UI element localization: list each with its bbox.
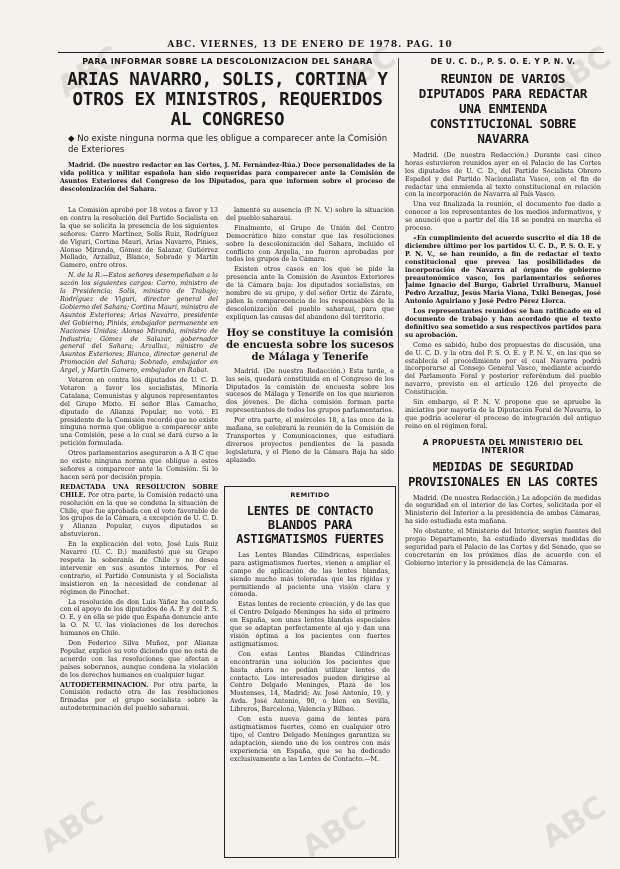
right-kicker-2: A PROPUESTA DEL MINISTERIO DEL INTERIOR <box>422 437 584 455</box>
article-paragraph: lamentó su ausencia (P. N. V.) sobre la situación del pueblo saharaui. <box>226 207 394 222</box>
article-paragraph: Por otra parte, la Comisión redactó una resolución en la que se condena la situación de Chile, que fue aprobada con el voto favorable de los grupos de la Cámara, a excepción de U. C. D. y Alianza Popular, cuyos diputados se abstuvieron. <box>60 490 218 539</box>
article-paragraph: Finalmente, el Grupo de Unión del Centro Democrático hizo constar que las resoluciones sobre la descolonización del Sahara, incluido el conflicto con Argelia, no fueron aprobadas por todos los grupos de la Cámara. <box>226 223 394 264</box>
right-headline-2: MEDIDAS DE SEGURIDAD PROVISIONALES EN LAS CORTES <box>408 459 598 489</box>
right-headline: REUNION DE VARIOS DIPUTADOS PARA REDACTAR UNA ENMIENDA CONSTITUCIONAL SOBRE NAVARRA <box>418 70 588 146</box>
section-label: AUTODETERMINACION. <box>60 680 149 689</box>
article-paragraph: Otros parlamentarios aseguraron a A B C que no existe ninguna norma que obligue a estos señores a comparecer ante la Comisión. Si lo hacen será por decisión propia. <box>60 449 218 481</box>
watermark-abc: ABC <box>325 39 403 106</box>
article-paragraph: N. de la R.—Estos señores desempeñaban a la sazón los siguientes cargos: Carro, ministro de la Presidencia; Solís, ministro de Trabajo; Rodríguez de Viguri, director general del Gobierno del Sahara; Cortina Mauri, ministro de Asuntos Exteriores; Arias Navarro, presidente del Gobierno; Piniés, embajador permanente en Naciones Unidas; Alonso Miranda, ministro de Industria; Gómez de Salazar, gobernador general del Sahara; Arzalluz, ministro de Asuntos Exteriores; Blanco, director general de Promoción del Sahara; Sobrado, embajador en Argel, y Martín Gamero, embajador en Rabat. <box>60 271 218 375</box>
article-paragraph: Las Lentes Blandas Cilíndricas, especiales para astigmatismos fuertes, vienen a ampliar el campo de aplicación de las lentes blandas, siendo mucho más toleradas que las rígidas y permitiendo al paciente una visión clara y cómoda. <box>230 550 390 599</box>
bullet-icon: ◆ <box>68 133 78 144</box>
watermark-abc: ABC <box>540 39 618 106</box>
article-paragraph: Madrid. (De nuestra Redacción.) Esta tarde, a las seis, quedará constituida en el Congreso de los Diputados la comisión de encuesta sobre los sucesos de Málaga y Tenerife en los que murieron dos jóvenes. De dicha comisión forman parte representantes de todos los grupos parlamentarios. <box>226 366 394 415</box>
middle-headline: Hoy se constituye la comisión de encuesta sobre los sucesos de Málaga y Tenerife <box>226 327 394 363</box>
right-kicker: DE U. C. D., P. S. O. E. Y P. N. V. <box>430 58 576 66</box>
left-headline-block <box>60 58 395 196</box>
article-paragraph: «En cumplimiento del acuerdo suscrito el día 18 de diciembre último por los partidos U. C. D., P. S. O. E. y P. N. V., se han reunido, a fin de redactar el texto constitucional que prevea las posibilidades de incorporación de Navarra al órgano de gobierno preautonómico vasco, los parlamentarios señores Jaime Ignacio del Burgo, Gabriel Urralburu, Manuel Pedro Arzalluz, Jesús María Viana, Txiki Benegas, José Antonio Aguiriano y José Pedro Pérez Llorca. <box>405 233 601 306</box>
article-paragraph: Los representantes reunidos se han ratificado en el documento de trabajo y han acordado que el texto definitivo sea sometido a sus respectivos partidos para su aprobación. <box>405 307 601 339</box>
left-column <box>60 207 218 857</box>
left-kicker: PARA INFORMAR SOBRE LA DESCOLONIZACION DEL SAHARA <box>82 58 373 66</box>
watermark-abc: ABC <box>50 39 128 106</box>
article-paragraph: Sin embargo, el P. N. V. propone que se apruebe la iniciativa por mayoría de la Diputación Foral de Navarra, lo que podría acelerar el proceso de integración del antiguo reino en el régimen foral. <box>405 398 601 430</box>
header-rule <box>58 52 604 53</box>
advert-content <box>230 492 390 852</box>
left-intro: Madrid. (De nuestro redactor en las Cortes, J. M. Fernández-Rúa.) Doce personalidades de la vida política y militar española han sido requeridas para comparecer ante la Comisión de Asuntos Exteriores del Congreso de los Diputados, para que informen sobre el proceso de descolonización del Sahara. <box>60 161 395 193</box>
watermark-abc: ABC <box>535 789 613 856</box>
article-paragraph: En la explicación del voto, José Luis Ruiz Navarro (U. C. D.) manifestó que su Grupo respeta la soberanía de Chile y no desea intervenir en sus asuntos internos. Por el contrario, el Partido Comunista y el Socialista insistieron en la necesidad de condenar al régimen de Pinochet. <box>60 540 218 596</box>
article-paragraph: Una vez finalizada la reunión, el documento fue dado a conocer a los representantes de los medios informativos, y se anunció que a partir del día 18 se pondrá en marcha el proceso. <box>405 200 601 233</box>
watermark-abc: ABC <box>295 799 373 866</box>
page-header: ABC. VIERNES, 13 DE ENERO DE 1978. PAG. 10 <box>167 40 453 50</box>
article-paragraph: La resolución de don Luis Yáñez ha contado con el apoyo de los diputados de A. P. y del P. S. O. E. y en ella se pide que España denuncie ante la O. N. U. las violaciones de los derechos humanos en Chile. <box>60 597 218 638</box>
article-paragraph: No obstante, el Ministerio del Interior, según fuentes del propio Departamento, ha estudiado diversas medidas de seguridad para el Palacio de las Cortes y del Senado, que se concretarán en los próximos días de acuerdo con el Gobierno interior y la presidencia de las Cámaras. <box>405 527 601 567</box>
advert-kicker: REMITIDO <box>290 492 330 499</box>
article-paragraph: Con estas Lentes Blandas Cilíndricas encontrarán una solución los pacientes que hasta ahora no podían utilizar lentes de contacto. Los interesados pueden dirigirse al Centro Delgado Meninges, Plaza de los Mostenses, 14, Madrid; Av. José Antonio, 19, y Avda. José Antonio, 90, o bien en Sevilla, Libreros, Barcelona, Valencia y Bilbao. <box>230 649 390 714</box>
column-divider <box>398 58 399 858</box>
article-paragraph: Con esta nueva gama de lentes para astigmatismos fuertes, como en cualquier otro tipo, el Centro Delgado Meninges garantiza su adaptación, siendo uno de los centros con más experiencia en España, que se ha dedicado exclusivamente a las Lentes de Contacto.—M. <box>230 715 390 763</box>
article-paragraph: Como es sabido, hubo dos propuestas de discusión, una de U. C. D. y la otra del P. S. O. E. y P. N. V., en las que se establecía el procedimiento por el cual Navarra podrá incorporarse al Consejo General Vasco, mediante acuerdo del Parlamento Foral y posterior referéndum del pueblo navarro, previsto en el artículo 126 del proyecto de Constitución. <box>405 340 601 397</box>
left-headline: ARIAS NAVARRO, SOLIS, CORTINA Y OTROS EX MINISTROS, REQUERIDOS AL CONGRESO <box>67 69 388 130</box>
left-subhead: ◆ No existe ninguna norma que les obligue a comparecer ante la Comisión de Exteriores <box>68 133 388 155</box>
right-column <box>405 58 601 858</box>
article-paragraph: Por otra parte, la Comisión redactó otra de las resoluciones firmadas por el grupo socialista sobre la autodeterminación del pueblo saharaui. <box>60 680 218 713</box>
article-paragraph: Votaron en contra los diputados de U. C. D. Votaron a favor los socialistas, Minoría Catalana, Comunistas y algunos representantes del Grupo Mixto. El señor Blas Camacho, diputado de Alianza Popular, no votó. El presidente de la Comisión recordó que no existe ninguna norma que obligue a comparecer ante una Comisión, pese a lo cual se dará curso a la petición formulada. <box>60 376 218 448</box>
middle-column <box>226 207 394 467</box>
article-paragraph: Don Federico Silva Muñoz, por Alianza Popular, explicó su voto diciendo que no está de acuerdo con las resoluciones que afectan a países soberanos, aunque condena la violación de los derechos humanos en cualquier lugar. <box>60 639 218 679</box>
article-paragraph: Existen otros casos en los que se pide la presencia ante la Comisión de Asuntos Exteriores de la Cámara baja: los diputados socialistas, en nombre de su grupo, y del señor Ortiz de Zárate, piden la comparecencia de los responsables de la descolonización del pueblo saharaui, para que expliquen las causas del abandono del territorio. <box>226 265 394 321</box>
section-label: REDACTADA UNA RESOLUCION SOBRE CHILE. <box>60 482 218 499</box>
watermark-abc: ABC <box>33 794 111 861</box>
article-paragraph: Por otra parte, el miércoles 18, a las once de la mañana, se celebrará la reunión de la Comisión de Transportes y Comunicaciones, que estudiará diversos proyectos pendientes de la pasada legislatura, y el Pleno de la Cámara Baja ha sido aplazado. <box>226 416 394 464</box>
article-paragraph: Madrid. (De nuestra Redacción.) Durante casi cinco horas estuvieron reunidos ayer en el Palacio de las Cortes los diputados de U. C. D., del Partido Socialista Obrero Español y del Partido Nacionalista Vasco, con el fin de redactar una enmienda al texto constitucional en relación con la incorporación de Navarra al País Vasco. <box>405 150 601 199</box>
article-paragraph: La Comisión aprobó por 18 votos a favor y 13 en contra la resolución del Partido Socialista en la que se solicita la presencia de los siguientes señores: Carro Martínez, Solís Ruiz, Rodríguez de Viguri, Cortina Mauri, Arias Navarro, Pinies, Alonso Miranda, Gómez de Salazar, Gutiérrez Mellado, Arzalluz, Blanco, Sobrado y Martín Gamero, entre otros. <box>60 207 218 270</box>
article-paragraph: Madrid. (De nuestra Redacción.) La adopción de medidas de seguridad en el interior de las Cortes, solicitada por el Ministerio del Interior a la presidencia de ambas Cámaras, ha sido estudiada esta mañana. <box>405 493 601 526</box>
article-paragraph: Estas lentes de reciente creación, y de las que el Centro Delgado Meninges ha sido el primero en España, son unas lentes blandas especiales que se adaptan perfectamente al ojo y dan una visión óptima a los pacientes con fuertes astigmatismos. <box>230 600 390 648</box>
advert-headline: LENTES DE CONTACTO BLANDOS PARA ASTIGMATISMOS FUERTES <box>236 503 384 546</box>
